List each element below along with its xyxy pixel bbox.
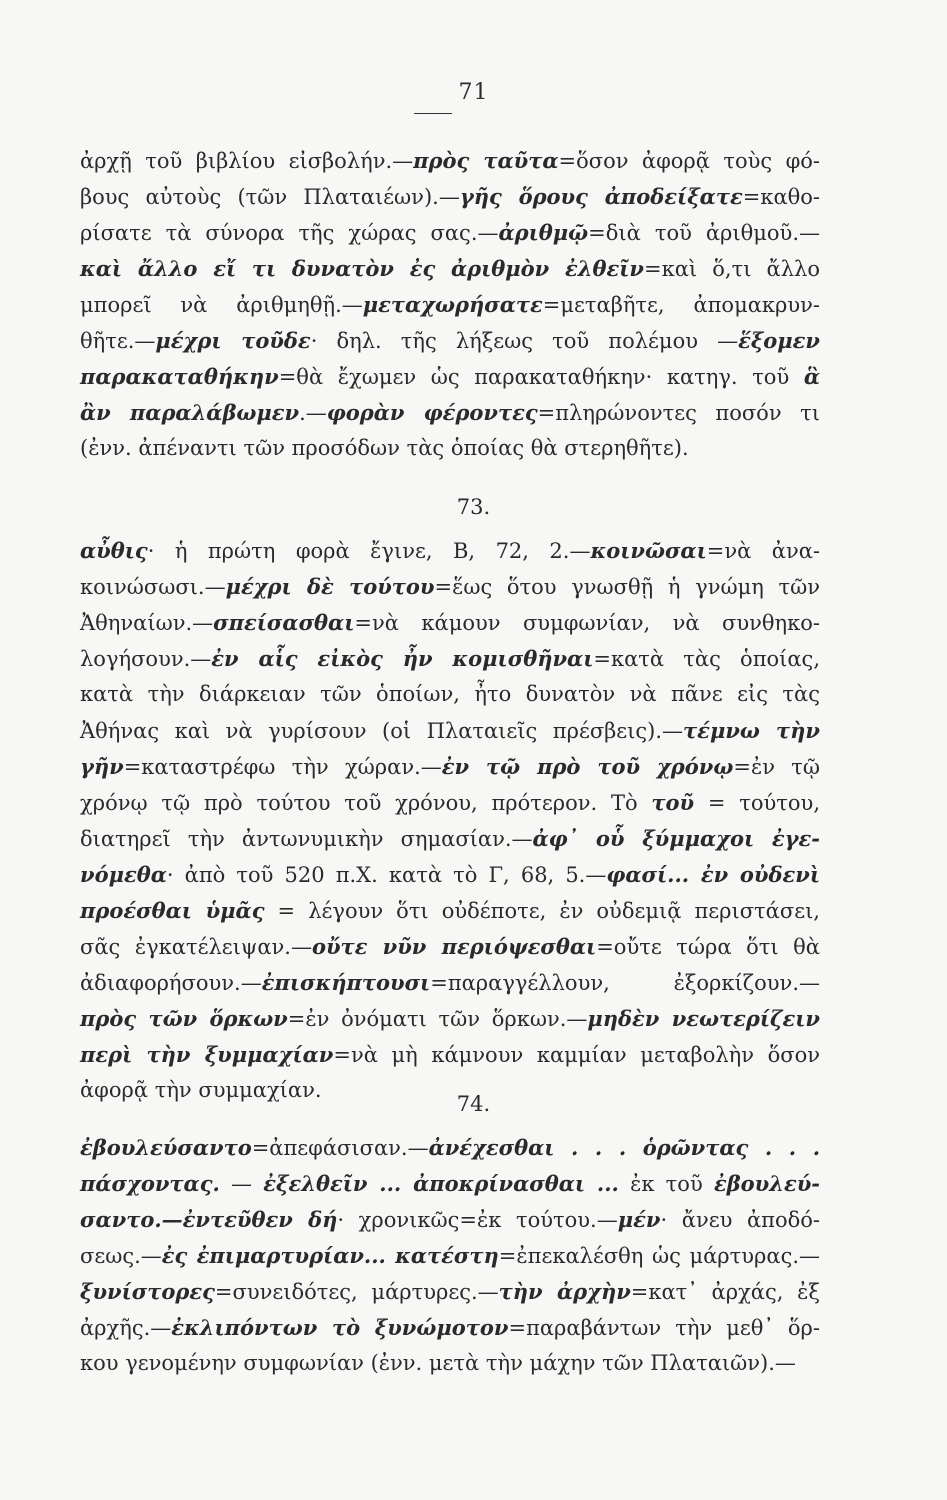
greek-lemma: πρὸς ταῦτα [413,148,559,173]
gloss-text: ἀρχῇ τοῦ βιβλίου εἰσβολήν.— [80,149,414,173]
gloss-text: =νὰ ἀνα- [706,539,820,563]
greek-lemma: ἐβουλεύσαντο [80,1135,252,1160]
text-line [80,1209,820,1231]
gloss-text: · δηλ. τῆς λήξεως τοῦ πολέμου — [310,329,739,353]
greek-lemma: ἕξομεν [738,328,820,353]
greek-lemma: ἐς ἐπιμαρτυρίαν... κατέστη [161,1243,499,1268]
gloss-text: = λέγουν ὅτι οὐδέποτε, ἐν οὐδεμιᾷ περιστάσει, [264,899,820,923]
text-line [80,684,820,705]
gloss-text: =μεταβῆτε, ἀπομακρυν- [542,293,820,317]
greek-lemma: περὶ τὴν ξυμμαχίαν [80,1042,334,1067]
text-line [80,648,820,670]
gloss-text: =οὔτε τώρα ὅτι θὰ [596,935,820,959]
greek-lemma: τὴν ἀρχὴν [498,1279,631,1304]
gloss-text: — [219,1172,264,1196]
gloss-text: =καὶ ὅ,τι ἄλλο [644,257,820,281]
gloss-text: =πληρώνοντες ποσόν τι [537,401,820,425]
gloss-text: =διὰ τοῦ ἀριθμοῦ.— [588,221,820,245]
text-line [80,438,820,459]
greek-lemma: πρὸς τῶν ὅρκων [80,1006,288,1031]
text-line [80,1173,820,1195]
text-line [80,936,820,958]
text-line [80,720,820,742]
gloss-text: λογήσουν.— [80,647,212,671]
gloss-text: =κατὰ τὰς ὁποίας, [593,647,820,671]
gloss-text: = τούτου, [694,791,820,815]
greek-lemma: ἐπισκήπτουσι [261,970,431,995]
greek-lemma: ξυνίστορες [80,1279,215,1304]
gloss-text: σεως.— [80,1244,162,1268]
gloss-text: κου γενομένην συμφωνίαν (ἐνν. μετὰ τὴν μάχην τῶν Πλαταιῶν).— [80,1351,796,1375]
greek-lemma: μηδὲν νεωτερίζειν [587,1006,820,1031]
greek-lemma: προέσθαι ὑμᾶς [80,898,265,923]
gloss-text: =ἀπεφάσισαν.— [251,1136,429,1160]
greek-lemma: σαντο.—ἐντεῦθεν δή [80,1207,338,1232]
page-number: 71 [458,80,489,105]
section-number: 73. [456,495,491,519]
greek-lemma: νόμεθα [80,862,167,887]
text-line [80,1245,820,1267]
text-line [80,330,820,352]
gloss-text: ἀφορᾷ τὴν συμμαχίαν. [80,1078,322,1102]
greek-lemma: ἀριθμῷ [498,220,589,245]
text-line [80,1008,820,1030]
greek-lemma: ἐβουλεύ- [713,1171,821,1196]
text-line [80,792,820,814]
greek-lemma: φορὰν φέροντες [326,400,538,425]
text-line [80,864,820,886]
gloss-text: =καταστρέφω τὴν χώραν.— [123,755,442,779]
text-line [80,222,820,244]
text-line [80,294,820,316]
gloss-text: ἀδιαφορήσουν.— [80,971,262,995]
greek-lemma: ἐξελθεῖν ... ἀποκρίνασθαι ... [263,1171,619,1196]
text-line [80,1317,820,1339]
greek-lemma: τοῦ [651,790,695,815]
text-line [80,1281,820,1303]
gloss-text: =ἐπεκαλέσθη ὡς μάρτυρας.— [498,1244,820,1268]
text-line [80,1044,820,1066]
greek-lemma: ἐν τῷ πρὸ τοῦ χρόνῳ [441,754,734,779]
gloss-text: · ἡ πρώτη φορὰ ἔγινε, Β, 72, 2.— [147,539,591,563]
gloss-text: βους αὐτοὺς (τῶν Πλαταιέων).— [80,185,460,209]
gloss-text: · χρονικῶς=ἐκ τούτου.— [337,1208,618,1232]
gloss-text: ἐκ τοῦ [618,1172,714,1196]
gloss-text: =καθο- [742,185,821,209]
gloss-text: Ἀθήνας καὶ νὰ γυρίσουν (οἱ Πλαταιεῖς πρέσβεις).— [80,719,684,743]
text-line [80,1137,820,1159]
greek-lemma: αὖθις [80,538,148,563]
gloss-text: ἀρχῆς.— [80,1316,172,1340]
greek-lemma: ἂν παραλάβωμεν [80,400,300,425]
greek-lemma: παρακαταθήκην [80,364,279,389]
text-line [80,366,820,388]
gloss-text: =ὅσον ἀφορᾷ τοὺς φό- [558,149,821,173]
text-line [80,540,820,562]
greek-lemma: μέχρι τοῦδε [155,328,311,353]
greek-lemma: ἀφ᾽ οὗ ξύμμαχοι ἐγε- [532,826,820,851]
page-number-underline [414,113,452,114]
greek-lemma: μεταχωρήσατε [362,292,543,317]
greek-lemma: ἐν αἷς εἰκὸς ἦν κομισθῆναι [211,646,594,671]
greek-lemma: σπείσασθαι [213,610,355,635]
gloss-text: =κατ᾽ ἀρχάς, ἐξ [630,1280,820,1304]
text-line [80,258,820,280]
gloss-text: θῆτε.— [80,329,156,353]
gloss-text: · ἀπὸ τοῦ 520 π.Χ. κατὰ τὸ Γ, 68, 5.— [166,863,607,887]
text-line [80,828,820,850]
gloss-text: =ἕως ὅτου γνωσθῇ ἡ γνώμη τῶν [434,575,820,599]
gloss-text: · ἄνευ ἀποδό- [660,1208,820,1232]
gloss-text: κατὰ τὴν διάρκειαν τῶν ὁποίων, ἦτο δυνατὸν νὰ πᾶνε εἰς τὰς [80,682,820,706]
gloss-text: =νὰ κάμουν συμφωνίαν, νὰ συνθηκο- [354,611,820,635]
greek-lemma: ἀνέχεσθαι . . . ὁρῶντας . . . [428,1135,820,1160]
gloss-text: κοινώσωσι.— [80,575,226,599]
gloss-text: =παραγγέλλουν, ἐξορκίζουν.— [430,971,820,995]
gloss-text: =θὰ ἔχωμεν ὡς παρακαταθήκην· κατηγ. τοῦ [278,365,804,389]
section-number: 74. [456,1092,491,1116]
greek-lemma: καὶ ἄλλο εἴ τι δυνατὸν ἐς ἀριθμὸν ἐλθεῖν [80,256,644,281]
greek-lemma: κοινῶσαι [590,538,707,563]
gloss-text: σᾶς ἐγκατέλειψαν.— [80,935,312,959]
text-line [80,756,820,778]
gloss-text: =ἐν τῷ [733,755,821,779]
text-line [80,612,820,634]
greek-lemma: ἐκλιπόντων τὸ ξυνώμοτον [171,1315,509,1340]
greek-lemma: μέχρι δὲ τούτου [225,574,435,599]
text-line [80,972,820,994]
text-line [80,900,820,922]
greek-lemma: μέν [617,1207,661,1232]
gloss-text: διατηρεῖ τὴν ἀντωνυμικὴν σημασίαν.— [80,827,533,851]
text-line [80,402,820,424]
text-line [80,150,820,172]
text-line [80,576,820,598]
greek-lemma: γῆς ὅρους ἀποδείξατε [459,184,743,209]
gloss-text: =νὰ μὴ κάμνουν καμμίαν μεταβολὴν ὅσον [333,1043,820,1067]
greek-lemma: οὔτε νῦν περιόψεσθαι [311,934,597,959]
greek-lemma: γῆν [80,754,124,779]
gloss-text: =παραβάντων τὴν μεθ᾽ ὅρ- [508,1316,820,1340]
greek-lemma: ἃ [803,364,820,389]
gloss-text: χρόνῳ τῷ πρὸ τούτου τοῦ χρόνου, πρότερον. Τὸ [80,791,652,815]
gloss-text: ρίσατε τὰ σύνορα τῆς χώρας σας.— [80,221,499,245]
gloss-text: Ἀθηναίων.— [80,611,214,635]
text-line [80,186,820,208]
greek-lemma: φασί... ἐν οὐδενὶ [606,862,821,887]
greek-lemma: τέμνω τὴν [683,718,820,743]
gloss-text: (ἐνν. ἀπέναντι τῶν προσόδων τὰς ὁποίας θὰ στερηθῆτε). [80,436,689,460]
text-line [80,1353,820,1374]
gloss-text: =ἐν ὀνόματι τῶν ὅρκων.— [287,1007,588,1031]
gloss-text: .— [299,401,327,425]
gloss-text: =συνειδότες, μάρτυρες.— [214,1280,499,1304]
greek-lemma: πάσχοντας. [80,1171,220,1196]
gloss-text: μπορεῖ νὰ ἀριθμηθῇ.— [80,293,363,317]
